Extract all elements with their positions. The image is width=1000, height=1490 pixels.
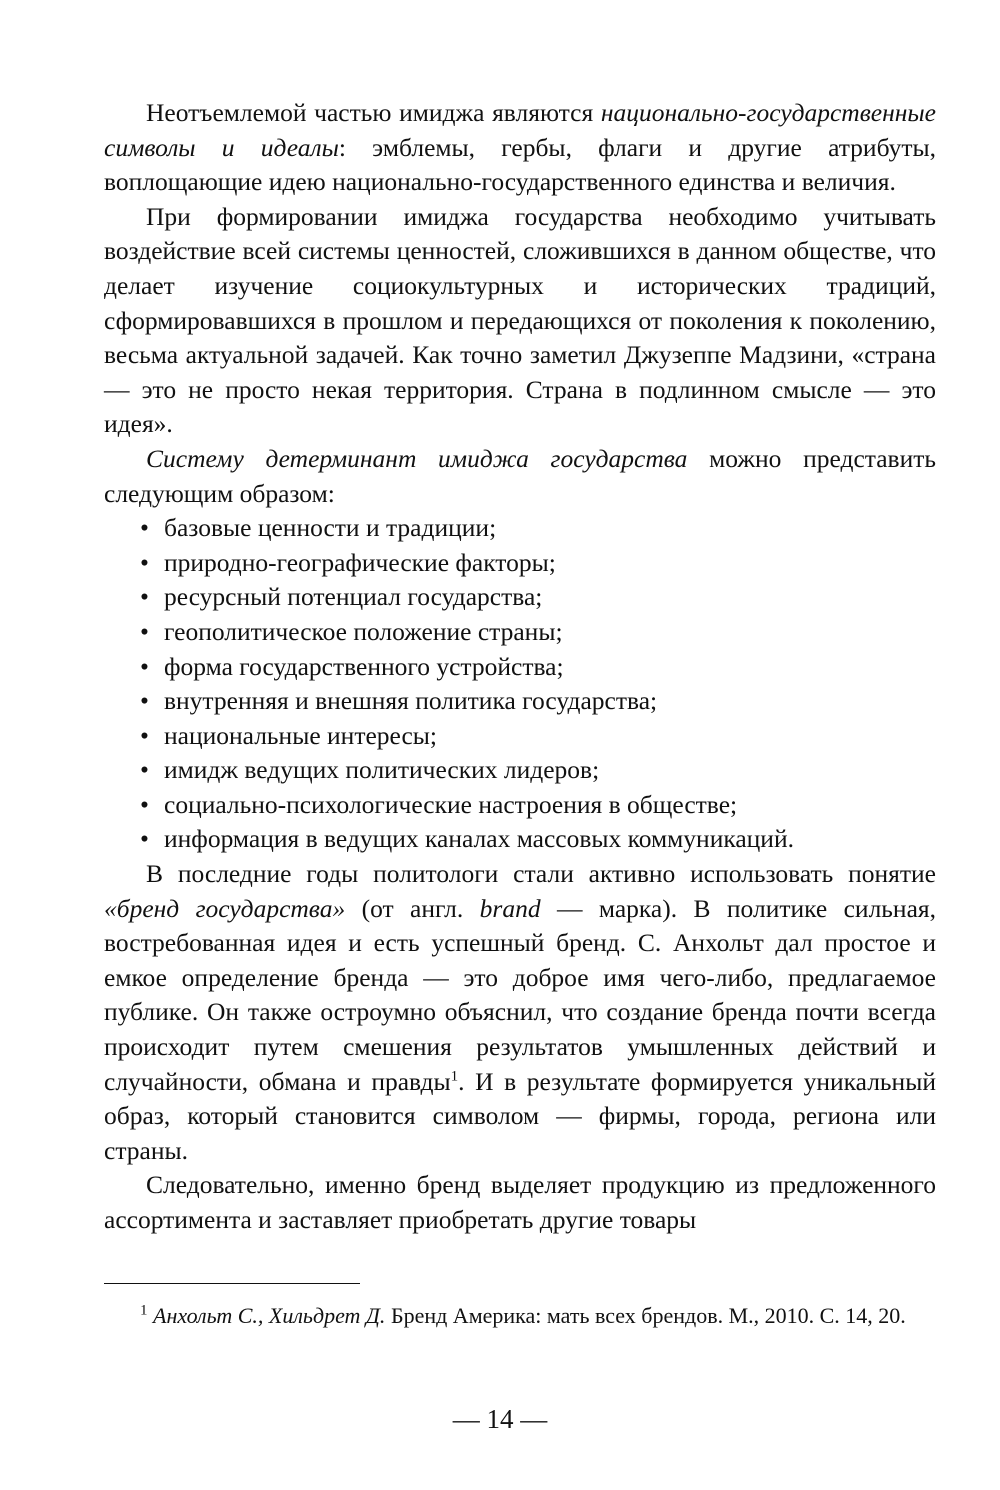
list-item: • национальные интересы; [104,719,936,754]
paragraph-text: : эмблемы, гербы, флаги и другие атрибуты, воплощающие идею национально-государственного единства и величия. [104,132,936,197]
list-item: • геополитическое положение страны; [104,615,936,650]
italic-term: Систему детерминант имиджа государства [146,443,688,473]
list-item: • социально-психологические настроения в обществе; [104,788,936,823]
paragraph-values-system [104,200,936,442]
list-item: • внутренняя и внешняя политика государства; [104,684,936,719]
paragraph-text: (от англ. [345,893,480,923]
paragraph-text: — марка). В политике сильная, востребованная идея и есть успешный бренд. С. Анхольт дал простое и емкое определение бренда — это доброе имя чего-либо, предлагаемое публике. Он также остроумно объяснил, что создание бренда почти всегда происходит путем смешения результатов умышленных действий и случайности, обмана и правды [104,893,936,1096]
paragraph-text: При формировании имиджа государства необходимо учитывать воздействие всей системы ценностей, сложившихся в данном обществе, что делает изучение социокультурных и исторических традиций, сформировавшихся в прошлом и передающихся от поколения к поколению, весьма актуальной задачей. Как точно заметил Джузеппе Мадзини, «страна — это не просто некая территория. Страна в подлинном смысле — это идея». [104,201,936,439]
paragraph-text: Следовательно, именно бренд выделяет продукцию из предложенного ассортимента и заставляет приобретать другие товары [104,1170,936,1234]
list-item: • природно-географические факторы; [104,546,936,581]
footnote-reference[interactable]: 1 [450,1068,459,1085]
italic-word: brand [479,893,541,923]
determinants-list [104,511,936,857]
footnote-authors: Анхольт С., Хильдрет Д. [153,1303,386,1328]
paragraph-brand-conclusion [104,1168,936,1237]
list-item: • имидж ведущих политических лидеров; [104,753,936,788]
footnote-text: Бренд Америка: мать всех брендов. М., 2010. С. 14, 20. [385,1303,906,1328]
list-item: • форма государственного устройства; [104,650,936,685]
footnote-divider [104,1283,360,1284]
paragraph-text: . И в результате формируется уникальный образ, который становится символом — фирмы, города, региона или страны. [104,1066,936,1165]
paragraph-text: можно представить следующим образом: [104,443,937,508]
page-body [104,96,936,1238]
paragraph-text: В последние годы политологи стали активно использовать понятие [146,859,936,889]
footnote [104,1300,936,1331]
italic-term: «бренд государства» [104,893,346,923]
list-item: • базовые ценности и традиции; [104,511,936,546]
paragraph-state-brand [104,857,936,1168]
list-item: • информация в ведущих каналах массовых коммуникаций. [104,822,936,857]
list-item: • ресурсный потенциал государства; [104,580,936,615]
page-number: — 14 — [452,1404,548,1434]
footnote-number: 1 [140,1302,148,1319]
paragraph-determinants-intro [104,442,936,511]
paragraph-text: Неотъемлемой частью имиджа являются [146,98,601,127]
italic-term: национально-государственные символы и идеалы [104,98,936,162]
paragraph-national-symbols [104,96,936,200]
